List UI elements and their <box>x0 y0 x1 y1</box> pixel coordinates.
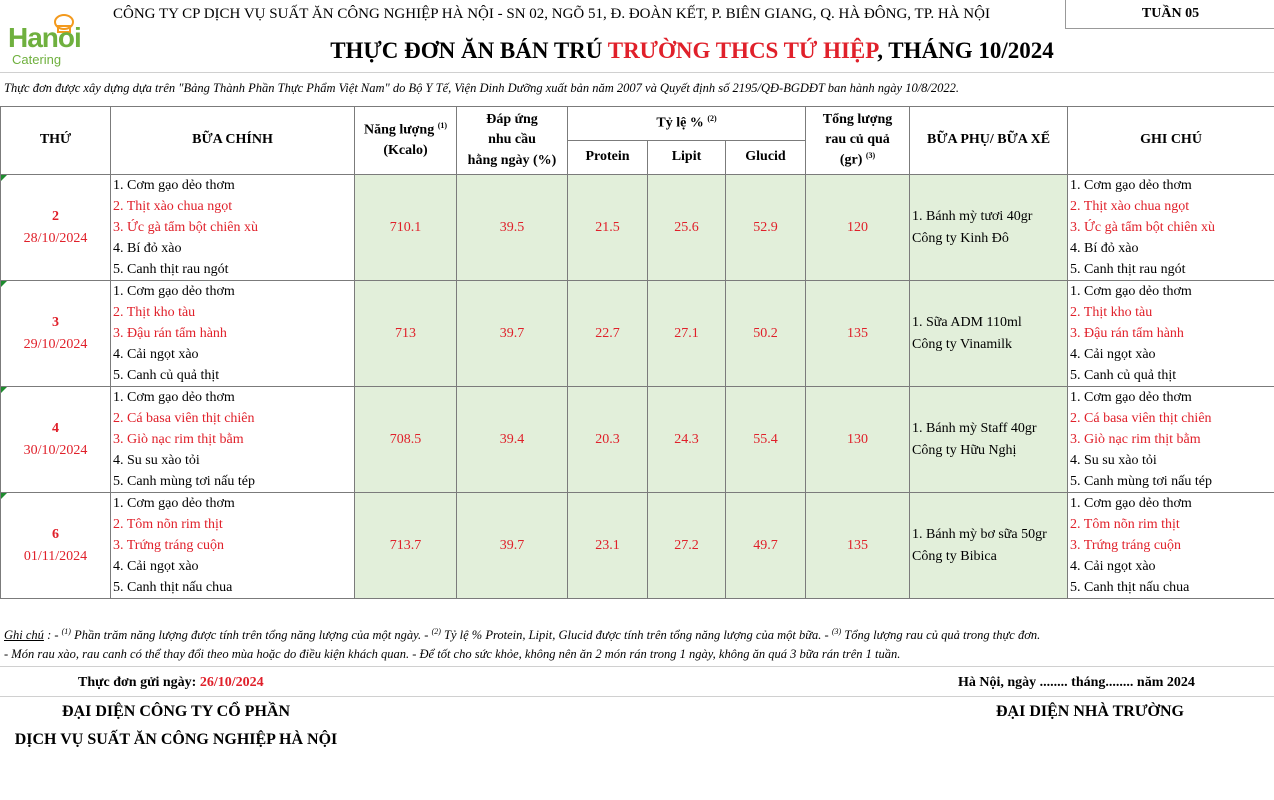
need-value: 39.4 <box>457 387 568 493</box>
logo-subtext: Catering <box>12 52 62 67</box>
col-snack: BỮA PHỤ/ BỮA XẾ <box>910 107 1068 175</box>
col-energy: Năng lượng $^{(1)}$ (Kcalo) <box>355 107 457 175</box>
day-number: 6 <box>52 526 59 542</box>
col-vegetables: Tổng lượng rau củ quả (gr) $^{(3)}$ <box>806 107 910 175</box>
main-dish: 4. Bí đỏ xào <box>111 238 355 259</box>
main-dish: 2. Thịt xào chua ngọt <box>111 196 355 217</box>
menu-table <box>0 106 1274 599</box>
lipit-value: 25.6 <box>648 175 726 281</box>
day-date: 30/10/2024 <box>23 442 88 458</box>
place-date: Hà Nội, ngày ........ tháng........ năm 2024 <box>958 675 1195 690</box>
protein-value: 23.1 <box>568 493 648 599</box>
main-dish: 2. Tôm nõn rim thịt <box>111 514 355 535</box>
main-dish: 3. Giò nạc rim thịt bằm <box>111 429 355 450</box>
sent-date-value: 26/10/2024 <box>199 675 264 690</box>
snack-item: 1. Sữa ADM 110ml <box>912 314 1022 330</box>
footnotes: Ghi chú : - $^{(1)}$ Phần trăm năng lượng được tính trên tổng năng lượng của một ngày. - $^{(2)}$ Tỷ lệ % Protein, Lipit, Glucid được tính trên tổng năng lượng của một bữa. - $^{(3)}$ Tổng lượng rau củ quả trong thực đơn. <box>4 627 1041 643</box>
note-dish: 5. Canh thịt rau ngót <box>1068 259 1274 281</box>
main-dish: 1. Cơm gạo dẻo thơm <box>111 493 355 515</box>
main-dish: 2. Thịt kho tàu <box>111 302 355 323</box>
energy-value: 713 <box>355 281 457 387</box>
company-rep-line2: DỊCH VỤ SUẤT ĂN CÔNG NGHIỆP HÀ NỘI <box>14 731 338 748</box>
sent-date: Thực đơn gửi ngày: 26/10/2024 <box>78 675 264 690</box>
day-cell <box>1 387 111 493</box>
main-dish: 4. Cải ngọt xào <box>111 344 355 365</box>
snack-cell <box>910 175 1068 281</box>
col-glucid: Glucid <box>726 141 806 175</box>
col-daily-need: Đáp ứng nhu cầu hằng ngày (%) <box>457 107 568 175</box>
note-dish: 1. Cơm gạo dẻo thơm <box>1068 387 1274 409</box>
snack-item: 1. Bánh mỳ bơ sữa 50gr <box>912 526 1047 542</box>
veg-value: 135 <box>806 281 910 387</box>
glucid-value: 55.4 <box>726 387 806 493</box>
company-address: CÔNG TY CP DỊCH VỤ SUẤT ĂN CÔNG NGHIỆP HÀ NỘI - SN 02, NGÕ 51, Đ. ĐOÀN KẾT, P. BIÊN GIANG, Q. HÀ ĐÔNG, TP. HÀ NỘI <box>113 6 990 22</box>
snack-cell <box>910 387 1068 493</box>
main-dish: 3. Ức gà tẩm bột chiên xù <box>111 217 355 238</box>
logo-text: Hanoi <box>8 22 81 53</box>
energy-value: 710.1 <box>355 175 457 281</box>
school-rep: ĐẠI DIỆN NHÀ TRƯỜNG <box>995 703 1184 720</box>
energy-value: 713.7 <box>355 493 457 599</box>
note-dish: 1. Cơm gạo dẻo thơm <box>1068 175 1274 197</box>
snack-cell <box>910 281 1068 387</box>
menu-row <box>1 493 1274 515</box>
day-cell <box>1 281 111 387</box>
day-cell <box>1 493 111 599</box>
veg-value: 135 <box>806 493 910 599</box>
snack-supplier: Công ty Kinh Đô <box>912 230 1009 246</box>
glucid-value: 52.9 <box>726 175 806 281</box>
snack-supplier: Công ty Bibica <box>912 548 997 564</box>
energy-value: 708.5 <box>355 387 457 493</box>
day-date: 01/11/2024 <box>23 548 88 564</box>
note-dish: 5. Canh thịt nấu chua <box>1068 577 1274 599</box>
note-dish: 2. Cá basa viên thịt chiên <box>1068 408 1274 429</box>
note-dish: 4. Su su xào tỏi <box>1068 450 1274 471</box>
lipit-value: 24.3 <box>648 387 726 493</box>
lipit-value: 27.2 <box>648 493 726 599</box>
main-dish: 4. Cải ngọt xào <box>111 556 355 577</box>
notes-label: Ghi chú <box>4 628 44 643</box>
day-date: 29/10/2024 <box>23 336 88 352</box>
protein-value: 20.3 <box>568 387 648 493</box>
protein-value: 21.5 <box>568 175 648 281</box>
need-value: 39.7 <box>457 493 568 599</box>
note-dish: 2. Thịt kho tàu <box>1068 302 1274 323</box>
note-dish: 2. Thịt xào chua ngọt <box>1068 196 1274 217</box>
snack-supplier: Công ty Vinamilk <box>912 336 1013 352</box>
col-protein: Protein <box>568 141 648 175</box>
menu-row <box>1 387 1274 409</box>
need-value: 39.5 <box>457 175 568 281</box>
note-dish: 2. Tôm nõn rim thịt <box>1068 514 1274 535</box>
note-dish: 1. Cơm gạo dẻo thơm <box>1068 493 1274 515</box>
page-title <box>0 32 1274 70</box>
day-cell <box>1 175 111 281</box>
lipit-value: 27.1 <box>648 281 726 387</box>
company-rep-line1: ĐẠI DIỆN CÔNG TY CỔ PHẦN <box>61 703 290 720</box>
col-note: GHI CHÚ <box>1068 107 1274 175</box>
main-dish: 4. Su su xào tỏi <box>111 450 355 471</box>
school-name: TRƯỜNG THCS TỨ HIỆP <box>607 38 878 63</box>
snack-item: 1. Bánh mỳ tươi 40gr <box>912 208 1033 224</box>
note-dish: 4. Cải ngọt xào <box>1068 556 1274 577</box>
footnotes-line2: - Món rau xào, rau canh có thể thay đổi theo mùa hoặc do điều kiện khách quan. - Để tốt cho sức khỏe, không nên ăn 2 món rán trong 1 ngày, không ăn quá 3 bữa rán trên 1 tuần. <box>4 647 901 661</box>
col-ratio: Tỷ lệ % $^{(2)}$ <box>568 107 806 141</box>
col-main-meal: BỮA CHÍNH <box>111 107 355 175</box>
note-dish: 3. Giò nạc rim thịt bằm <box>1068 429 1274 450</box>
note-dish: 1. Cơm gạo dẻo thơm <box>1068 281 1274 303</box>
title-part1: THỰC ĐƠN ĂN BÁN TRÚ <box>330 38 608 63</box>
main-dish: 3. Trứng tráng cuộn <box>111 535 355 556</box>
week-label: TUẦN 05 <box>1065 0 1274 29</box>
snack-item: 1. Bánh mỳ Staff 40gr <box>912 420 1037 436</box>
title-part2: , THÁNG 10/2024 <box>877 38 1054 63</box>
glucid-value: 49.7 <box>726 493 806 599</box>
main-dish: 5. Canh thịt rau ngót <box>111 259 355 281</box>
day-date: 28/10/2024 <box>23 230 88 246</box>
col-day: THỨ <box>1 107 111 175</box>
main-dish: 2. Cá basa viên thịt chiên <box>111 408 355 429</box>
day-number: 3 <box>52 314 59 330</box>
main-dish: 5. Canh củ quả thịt <box>111 365 355 387</box>
col-lipit: Lipit <box>648 141 726 175</box>
veg-value: 120 <box>806 175 910 281</box>
day-number: 2 <box>52 208 59 224</box>
main-dish: 1. Cơm gạo dẻo thơm <box>111 175 355 197</box>
note-dish: 4. Bí đỏ xào <box>1068 238 1274 259</box>
note-dish: 4. Cải ngọt xào <box>1068 344 1274 365</box>
main-dish: 1. Cơm gạo dẻo thơm <box>111 281 355 303</box>
menu-basis-note: Thực đơn được xây dựng dựa trên "Bảng Thành Phần Thực Phẩm Việt Nam" do Bộ Y Tế, Viện Dinh Dưỡng xuất bản năm 2007 và Quyết định số 2195/QĐ-BGDĐT ban hành ngày 10/8/2022. <box>4 81 960 95</box>
snack-supplier: Công ty Hữu Nghị <box>912 442 1017 458</box>
veg-value: 130 <box>806 387 910 493</box>
main-dish: 1. Cơm gạo dẻo thơm <box>111 387 355 409</box>
main-dish: 3. Đậu rán tẩm hành <box>111 323 355 344</box>
main-dish: 5. Canh mùng tơi nấu tép <box>111 471 355 493</box>
note-dish: 3. Ức gà tẩm bột chiên xù <box>1068 217 1274 238</box>
glucid-value: 50.2 <box>726 281 806 387</box>
note-dish: 5. Canh mùng tơi nấu tép <box>1068 471 1274 493</box>
protein-value: 22.7 <box>568 281 648 387</box>
note-dish: 3. Đậu rán tẩm hành <box>1068 323 1274 344</box>
note-dish: 3. Trứng tráng cuộn <box>1068 535 1274 556</box>
main-dish: 5. Canh thịt nấu chua <box>111 577 355 599</box>
snack-cell <box>910 493 1068 599</box>
menu-row <box>1 175 1274 197</box>
day-number: 4 <box>52 420 59 436</box>
note-dish: 5. Canh củ quả thịt <box>1068 365 1274 387</box>
menu-row <box>1 281 1274 303</box>
need-value: 39.7 <box>457 281 568 387</box>
